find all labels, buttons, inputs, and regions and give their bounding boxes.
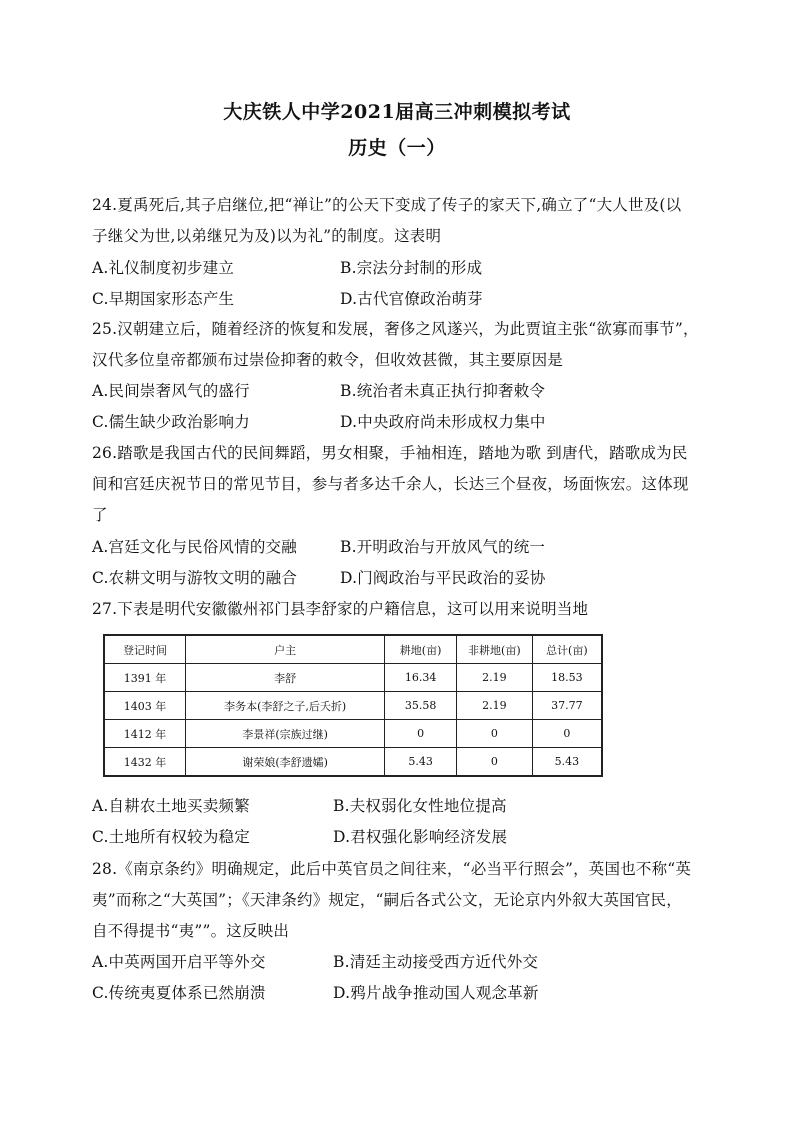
table-cell: 谢荣娘(李舒遗孀) bbox=[186, 748, 385, 777]
q24-option-b: B.宗法分封制的形成 bbox=[340, 259, 483, 277]
q28-stem-line-3: 自不得提书“夷””。这反映出 bbox=[92, 922, 290, 940]
q26-option-c: C.农耕文明与游牧文明的融合 bbox=[92, 569, 298, 587]
q28-option-a: A.中英两国开启平等外交 bbox=[92, 953, 266, 971]
table-row bbox=[104, 692, 602, 720]
table-header-row bbox=[104, 635, 602, 664]
q26-stem-line-2: 间和宫廷庆祝节日的常见节目，参与者多达千余人，长达三个昼夜，场面恢宏。这体现 bbox=[92, 475, 689, 493]
q25-option-d: D.中央政府尚未形成权力集中 bbox=[340, 413, 546, 431]
table-cell: 0 bbox=[456, 748, 532, 777]
q25-option-a: A.民间崇奢风气的盛行 bbox=[92, 382, 250, 400]
table-cell: 18.53 bbox=[532, 664, 602, 692]
q26-option-d: D.门阀政治与平民政治的妥协 bbox=[340, 569, 546, 587]
table-cell: 5.43 bbox=[385, 748, 457, 777]
table-cell: 0 bbox=[532, 720, 602, 748]
table-cell: 李务本(李舒之子,后夭折) bbox=[186, 692, 385, 720]
q28-option-b: B.清廷主动接受西方近代外交 bbox=[333, 953, 539, 971]
table-cell: 2.19 bbox=[456, 664, 532, 692]
q24-option-d: D.古代官僚政治萌芽 bbox=[340, 290, 483, 308]
table-cell: 1391 年 bbox=[104, 664, 186, 692]
table-header-cell: 耕地(亩) bbox=[385, 635, 457, 664]
table-row bbox=[104, 720, 602, 748]
table-header-cell: 户主 bbox=[186, 635, 385, 664]
q24-option-c: C.早期国家形态产生 bbox=[92, 290, 235, 308]
q27-option-a: A.自耕农土地买卖频繁 bbox=[92, 797, 250, 815]
q26-option-b: B.开明政治与开放风气的统一 bbox=[340, 538, 546, 556]
q27-stem-line-1: 27.下表是明代安徽徽州祁门县李舒家的户籍信息，这可以用来说明当地 bbox=[92, 600, 589, 618]
q24-option-a: A.礼仪制度初步建立 bbox=[92, 259, 235, 277]
exam-subtitle: 历史（一） bbox=[348, 137, 446, 159]
table-cell: 1432 年 bbox=[104, 748, 186, 777]
q24-stem-line-1: 24.夏禹死后,其子启继位,把“禅让”的公天下变成了传子的家天下,确立了“大人世及(以 bbox=[92, 196, 682, 214]
q25-option-c: C.儒生缺少政治影响力 bbox=[92, 413, 250, 431]
q27-option-d: D.君权强化影响经济发展 bbox=[333, 828, 508, 846]
table-cell: 35.58 bbox=[385, 692, 457, 720]
table-header-cell: 总计(亩) bbox=[532, 635, 602, 664]
table-cell: 0 bbox=[385, 720, 457, 748]
q24-stem-line-2: 子继父为世,以弟继兄为及)以为礼”的制度。这表明 bbox=[92, 227, 442, 245]
table-header-cell: 非耕地(亩) bbox=[456, 635, 532, 664]
table-cell: 0 bbox=[456, 720, 532, 748]
table-cell: 1403 年 bbox=[104, 692, 186, 720]
table-cell: 16.34 bbox=[385, 664, 457, 692]
q26-stem-line-3: 了 bbox=[92, 506, 108, 524]
q25-stem-line-1: 25.汉朝建立后，随着经济的恢复和发展，奢侈之风遂兴，为此贾谊主张“欲寡而事节”， bbox=[92, 320, 699, 338]
q26-stem-line-1: 26.踏歌是我国古代的民间舞蹈，男女相聚，手袖相连，踏地为歌 到唐代，踏歌成为民 bbox=[92, 444, 688, 462]
q28-stem-line-2: 夷”而称之“大英国”；《天津条约》规定，“嗣后各式公文，无论京内外叙大英国官民， bbox=[92, 891, 682, 909]
table-cell: 2.19 bbox=[456, 692, 532, 720]
q28-option-d: D.鸦片战争推动国人观念革新 bbox=[333, 984, 539, 1002]
table-cell: 李舒 bbox=[186, 664, 385, 692]
household-registry-table bbox=[103, 634, 603, 777]
q27-option-b: B.夫权弱化女性地位提高 bbox=[333, 797, 507, 815]
table-cell: 37.77 bbox=[532, 692, 602, 720]
q28-option-c: C.传统夷夏体系已然崩溃 bbox=[92, 984, 266, 1002]
table-row bbox=[104, 664, 602, 692]
table-cell: 5.43 bbox=[532, 748, 602, 777]
table-row bbox=[104, 748, 602, 777]
q25-option-b: B.统治者未真正执行抑奢敕令 bbox=[340, 382, 546, 400]
q25-stem-line-2: 汉代多位皇帝都颁布过崇俭抑奢的敕令，但收效甚微，其主要原因是 bbox=[92, 351, 564, 369]
exam-title: 大庆铁人中学2021届高三冲刺模拟考试 bbox=[223, 101, 571, 123]
table-cell: 1412 年 bbox=[104, 720, 186, 748]
table-cell: 李景祥(宗族过继) bbox=[186, 720, 385, 748]
table-header-cell: 登记时间 bbox=[104, 635, 186, 664]
q28-stem-line-1: 28.《南京条约》明确规定，此后中英官员之间往来，“必当平行照会”，英国也不称“英 bbox=[92, 860, 692, 878]
q27-option-c: C.土地所有权较为稳定 bbox=[92, 828, 250, 846]
q26-option-a: A.宫廷文化与民俗风情的交融 bbox=[92, 538, 297, 556]
